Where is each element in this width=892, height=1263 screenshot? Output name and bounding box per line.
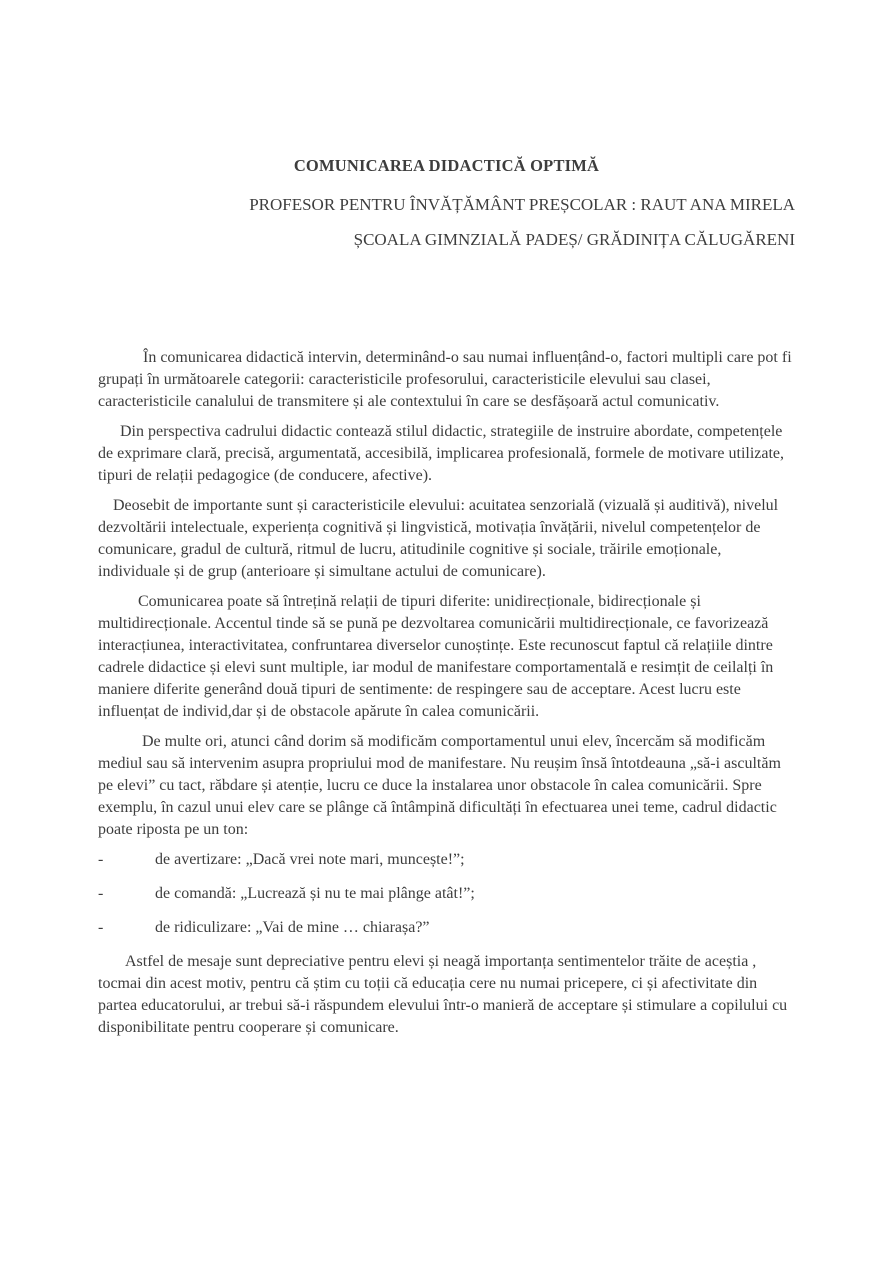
list-item-ridicule xyxy=(98,917,795,939)
document-content xyxy=(98,155,795,1047)
paragraph-behavior-modification: De multe ori, atunci când dorim să modificăm comportamentul unui elev, încercăm să modificăm mediul sau să intervenim asupra propriului mod de manifestare. Nu reușim însă întotdeauna „să-i ascultăm pe elevi” cu tact, răbdare și atenție, lucru ce duce la instalarea unor obstacole în calea comunicării. Spre exemplu, în cazul unui elev care se plânge că întâmpină dificultăți în efectuarea unei teme, cadrul didactic poate riposta pe un ton: xyxy=(98,733,781,838)
paragraph-intro: În comunicarea didactică intervin, determinând-o sau numai influențând-o, factori multipli care pot fi grupați în următoarele categorii: caracteristicile profesorului, caracteristicile elevului sau clasei, caracteristicile canalului de transmitere și ale contextului în care se desfășoară actul comunicativ. xyxy=(98,349,792,410)
list-item-text: de comandă: „Lucrează și nu te mai plânge atât!”; xyxy=(155,885,475,902)
school-line: ȘCOALA GIMNZIALĂ PADEȘ/ GRĂDINIȚA CĂLUGĂRENI xyxy=(353,230,795,249)
paragraph-communication-types: Comunicarea poate să întrețină relații de tipuri diferite: unidirecționale, bidirecționale și multidirecționale. Accentul tinde să se pună pe dezvoltarea comunicării multidirecționale, ce favorizează interacțiunea, interactivitatea, confruntarea diverselor cunoștințe. Este recunoscut faptul că relațiile dintre cadrele didactice și elevi sunt multiple, iar modul de manifestare comportamentală e resimțit de ceilalți în maniere diferite generând două tipuri de sentimente: de respingere sau de acceptare. Acest lucru este influențat de individ,dar și de obstacole apărute în calea comunicării. xyxy=(98,593,774,720)
paragraph-student-characteristics: Deosebit de importante sunt și caracteristicile elevului: acuitatea senzorială (vizuală și auditivă), nivelul dezvoltării intelectuale, experiența cognitivă și lingvistică, motivația învățării, nivelul competențelor de comunicare, gradul de cultură, ritmul de lucru, atitudinile cognitive și sociale, trăirile emoționale, individuale și de grup (anterioare și simultane actului de comunicare). xyxy=(98,497,779,580)
list-item-warning xyxy=(98,849,795,871)
paragraph-closing: Astfel de mesaje sunt depreciative pentru elevi și neagă importanța sentimentelor trăite de aceștia , tocmai din acest motiv, pentru că știm cu toții că educația cere nu numai pricepere, ci și afectivitate din partea educatorului, ar trebui să-i răspundem elevului într-o manieră de acceptare și stimulare a copilului cu disponibilitate pentru cooperare și comunicare. xyxy=(98,953,788,1036)
list-item-text: de avertizare: „Dacă vrei note mari, muncește!”; xyxy=(155,851,465,868)
list-item-command xyxy=(98,883,795,905)
tone-examples-list xyxy=(98,849,795,939)
list-item-text: de ridiculizare: „Vai de mine … chiarașa?” xyxy=(155,919,430,936)
document-body xyxy=(98,347,795,1039)
dash-bullet: - xyxy=(98,885,104,902)
paragraph-teacher-perspective: Din perspectiva cadrului didactic contează stilul didactic, strategiile de instruire abordate, competențele de exprimare clară, precisă, argumentată, accesibilă, implicarea profesională, formele de motivare utilizate, tipuri de relații pedagogice (de conducere, afective). xyxy=(98,423,785,484)
dash-bullet: - xyxy=(98,851,104,868)
dash-bullet: - xyxy=(98,919,104,936)
author-line: PROFESOR PENTRU ÎNVĂȚĂMÂNT PREȘCOLAR : RAUT ANA MIRELA xyxy=(249,195,795,214)
document-title: COMUNICAREA DIDACTICĂ OPTIMĂ xyxy=(293,156,600,175)
